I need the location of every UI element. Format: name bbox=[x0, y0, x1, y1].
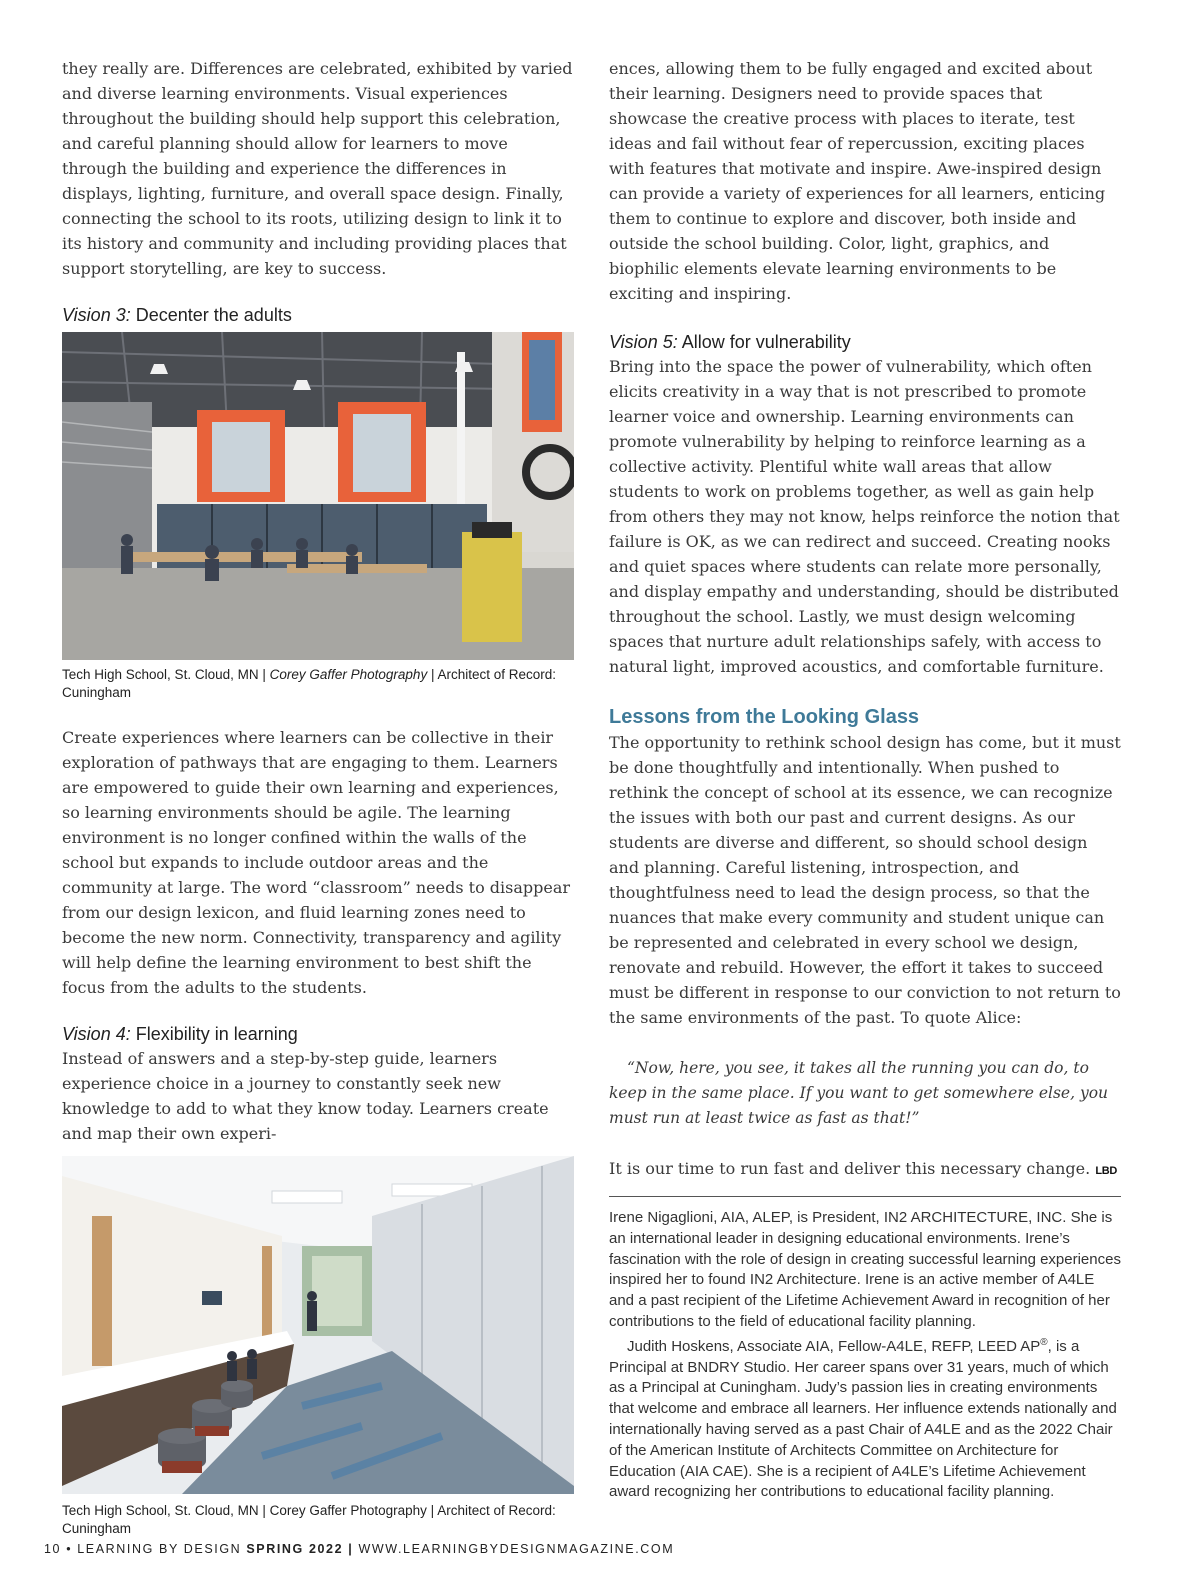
issue-label: SPRING 2022 bbox=[246, 1542, 344, 1556]
website-link[interactable]: WWW.LEARNINGBYDESIGNMAGAZINE.COM bbox=[358, 1542, 675, 1556]
vision4-title: Flexibility in learning bbox=[135, 1024, 298, 1044]
vision4-paragraph: Instead of answers and a step-by-step guide, learners experience choice in a journey to constantly seek new knowledge to add to what they know today. Learners create and map their own experi- bbox=[62, 1049, 549, 1143]
page-footer bbox=[44, 1542, 674, 1556]
closing-text: It is our time to run fast and deliver this necessary change. bbox=[609, 1159, 1091, 1178]
vision4-label: Vision 4: bbox=[62, 1024, 131, 1044]
alice-quote: “Now, here, you see, it takes all the running you can do, to keep in the same place. If you want to get somewhere else, you must run at least twice as fast as that!” bbox=[609, 1059, 1109, 1127]
right-column bbox=[609, 56, 1121, 1503]
bio-judith-reg: ® bbox=[1040, 1336, 1048, 1348]
photo-corridor bbox=[62, 1156, 574, 1494]
bio-divider bbox=[609, 1196, 1121, 1197]
photo2-caption: Tech High School, St. Cloud, MN | Corey Gaffer Photography | Architect of Record: Cuningham bbox=[62, 1503, 556, 1536]
photo1-caption-credit: Corey Gaffer Photography bbox=[269, 667, 428, 682]
page-number: 10 bbox=[44, 1542, 62, 1556]
footer-separator: | bbox=[348, 1542, 354, 1556]
vision4-heading bbox=[62, 1022, 574, 1046]
bio-judith bbox=[609, 1333, 1121, 1503]
vision5-heading bbox=[609, 330, 1121, 354]
intro-paragraph: they really are. Differences are celebrated, exhibited by varied and diverse learning environments. Visual experiences throughout the building should help support this celebration, and careful planning should allow for learners to move through the building and experience the differences in displays, lighting, furniture, and overall space design. Finally, connecting the school to its roots, utilizing design to link it to its history and community and including providing places that support storytelling, are key to success. bbox=[62, 59, 573, 278]
continued-paragraph: ences, allowing them to be fully engaged and excited about their learning. Designers need to provide spaces that showcase the creative process with places to iterate, test ideas and fail without fear of repercussion, exciting places with features that motivate and inspire. Awe-inspired design can provide a variety of experiences for all learners, enticing them to continue to explore and discover, both inside and outside the school building. Color, light, graphics, and biophilic elements elevate learning environments to be exciting and inspiring. bbox=[609, 59, 1106, 303]
photo-makerspace bbox=[62, 332, 574, 660]
magazine-name: LEARNING BY DESIGN bbox=[77, 1542, 242, 1556]
photo1-caption-part1: Tech High School, St. Cloud, MN | bbox=[62, 667, 270, 682]
vision5-paragraph: Bring into the space the power of vulnerability, which often elicits creativity in a way that is not prescribed to promote learner voice and ownership. Learning environments can promote vulnerability by helping to reinforce learning as a collective activity. Plentiful white wall areas that allow students to work on problems together, as well as gain help from others they may not know, helps reinforce the notion that failure is OK, as we can redirect and succeed. Creating nooks and quiet spaces where students can relate more personally, and display empathy and understanding, should be distributed throughout the school. Lastly, we must design welcoming spaces that nurture adult relationships safely, with access to natural light, improved acoustics, and comfortable furniture. bbox=[609, 357, 1120, 676]
lessons-title: Lessons from the Looking Glass bbox=[609, 706, 920, 728]
lbd-end-mark: LBD bbox=[1095, 1165, 1118, 1177]
lessons-paragraph: The opportunity to rethink school design has come, but it must be done thoughtfully and intentionally. When pushed to rethink the concept of school at its essence, we can recognize the issues with both our past and current designs. As our students are diverse and different, so should school design and planning. Careful listening, introspection, and thoughtfulness need to lead the design process, so that the nuances that make every community and student unique can be represented and celebrated in every school we design, renovate and rebuild. However, the effort it takes to succeed must be different in response to our conviction to not return to the same environments of the past. To quote Alice: bbox=[609, 733, 1121, 1027]
bio-judith-rest: , is a Principal at BNDRY Studio. Her career spans over 31 years, much of which as a Principal at Cuningham. Judy’s passion lies in creating environments that welcome and embrace all learners. Her influence extends nationally and internationally having served as a past Chair of A4LE and as the 2022 Chair of the American Institute of Architects Committee on Architecture for Education (AIA CAE). She is a recipient of A4LE’s Lifetime Achievement award recognizing her contributions to educational facility planning. bbox=[609, 1337, 1117, 1501]
bio-judith-start: Judith Hoskens, Associate AIA, Fellow-A4LE, REFP, LEED AP bbox=[627, 1337, 1041, 1355]
photo1-caption bbox=[62, 666, 574, 702]
left-column bbox=[62, 56, 574, 1538]
footer-bullet: • bbox=[66, 1542, 73, 1556]
vision3-heading bbox=[62, 303, 574, 327]
vision3-paragraph: Create experiences where learners can be collective in their exploration of pathways that are engaging to them. Learners are empowered to guide their own learning and experiences, so learning environments should be agile. The learning environment is no longer confined within the walls of the school but expands to include outdoor areas and the community at large. The word “classroom” needs to disappear from our design lexicon, and fluid learning zones need to become the new norm. Connectivity, transparency and agility will help define the learning environment to best shift the focus from the adults to the students. bbox=[62, 728, 571, 997]
corridor-photo-illustration bbox=[62, 1156, 574, 1494]
photo1-caption-part2: | Architect of Record: Cuningham bbox=[62, 667, 557, 700]
makerspace-photo-illustration bbox=[62, 332, 574, 660]
vision3-label: Vision 3: bbox=[62, 305, 131, 325]
vision5-label: Vision 5: bbox=[609, 332, 678, 352]
closing-line bbox=[609, 1156, 1121, 1184]
vision3-title: Decenter the adults bbox=[135, 305, 292, 325]
bio-irene: Irene Nigaglioni, AIA, ALEP, is President, IN2 ARCHITECTURE, INC. She is an international leader in designing educational environments. Irene’s fascination with the role of design in creating successful learning experiences inspired her to found IN2 Architecture. Irene is an active member of A4LE and a past recipient of the Lifetime Achievement Award in recognition of her contributions to the field of educational facility planning. bbox=[609, 1209, 1121, 1330]
vision5-title: Allow for vulnerability bbox=[681, 332, 851, 352]
